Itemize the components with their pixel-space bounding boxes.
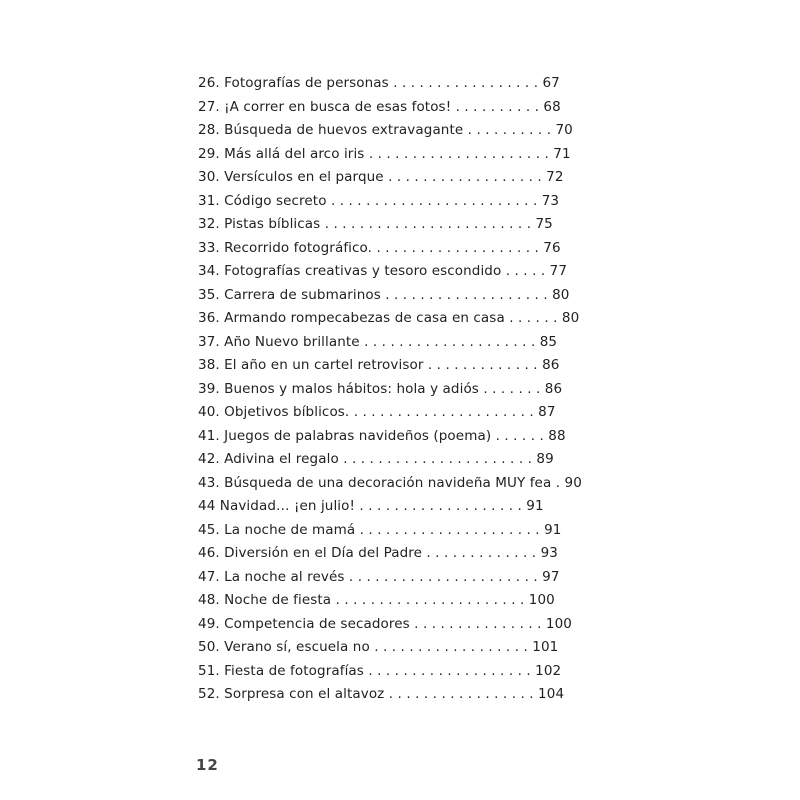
toc-entry-42 xyxy=(198,448,576,472)
toc-entry-text: 38. El año en un cartel retrovisor . . . . . . . . . . . . . 86 xyxy=(198,357,560,373)
toc-entry-48 xyxy=(198,589,576,613)
toc-entry-45 xyxy=(198,519,576,543)
toc-entry-text: 40. Objetivos bíblicos. . . . . . . . . . . . . . . . . . . . . . 87 xyxy=(198,404,556,420)
toc-entry-31 xyxy=(198,190,576,214)
toc-entry-26 xyxy=(198,72,576,96)
toc-entry-text: 33. Recorrido fotográfico. . . . . . . . . . . . . . . . . . . . 76 xyxy=(198,239,561,256)
toc-entry-27 xyxy=(198,96,576,120)
toc-entry-text: 46. Diversión en el Día del Padre . . . . . . . . . . . . . 93 xyxy=(198,545,558,561)
toc-entry-32 xyxy=(198,213,576,237)
toc-entry-29 xyxy=(198,143,576,167)
toc-entry-text: 52. Sorpresa con el altavoz . . . . . . . . . . . . . . . . . 104 xyxy=(198,686,565,702)
toc-entry-text: 36. Armando rompecabezas de casa en casa . . . . . . 80 xyxy=(198,310,580,326)
toc-entry-text: 30. Versículos en el parque . . . . . . . . . . . . . . . . . . 72 xyxy=(198,169,564,185)
toc-entry-text: 42. Adivina el regalo . . . . . . . . . . . . . . . . . . . . . . 89 xyxy=(198,451,554,467)
toc-entry-35 xyxy=(198,284,576,308)
toc-entry-text: 47. La noche al revés . . . . . . . . . . . . . . . . . . . . . . 97 xyxy=(198,568,560,585)
toc-entry-47 xyxy=(198,566,576,590)
toc-entry-text: 50. Verano sí, escuela no . . . . . . . . . . . . . . . . . . 101 xyxy=(198,639,559,655)
toc-entry-33 xyxy=(198,237,576,261)
toc-entry-text: 26. Fotografías de personas . . . . . . . . . . . . . . . . . 67 xyxy=(198,75,560,91)
toc-entry-38 xyxy=(198,354,576,378)
toc-entry-text: 27. ¡A correr en busca de esas fotos! . . . . . . . . . . 68 xyxy=(198,98,561,115)
toc-entry-40 xyxy=(198,401,576,425)
toc-entry-text: 39. Buenos y malos hábitos: hola y adiós . . . . . . . 86 xyxy=(198,380,563,397)
toc-entry-30 xyxy=(198,166,576,190)
toc-entry-50 xyxy=(198,636,576,660)
toc-entry-text: 43. Búsqueda de una decoración navideña MUY fea . 90 xyxy=(198,474,582,491)
toc-entry-text: 28. Búsqueda de huevos extravagante . . . . . . . . . . 70 xyxy=(198,122,573,138)
toc-entry-text: 34. Fotografías creativas y tesoro escondido . . . . . 77 xyxy=(198,263,568,279)
toc-entry-text: 44 Navidad… ¡en julio! . . . . . . . . . . . . . . . . . . . 91 xyxy=(198,498,544,514)
toc-entry-28 xyxy=(198,119,576,143)
toc-entry-text: 51. Fiesta de fotografías . . . . . . . . . . . . . . . . . . . 102 xyxy=(198,662,562,679)
toc-entry-49 xyxy=(198,613,576,637)
toc-entry-43 xyxy=(198,472,582,496)
toc-entry-text: 48. Noche de fiesta . . . . . . . . . . . . . . . . . . . . . . 100 xyxy=(198,592,555,608)
toc-entry-36 xyxy=(198,307,580,331)
toc-entry-text: 35. Carrera de submarinos . . . . . . . . . . . . . . . . . . . 80 xyxy=(198,286,570,303)
toc-entry-37 xyxy=(198,331,576,355)
toc-entry-52 xyxy=(198,683,576,707)
toc-entry-44 xyxy=(198,495,576,519)
toc-entry-text: 49. Competencia de secadores . . . . . . . . . . . . . . . 100 xyxy=(198,615,572,632)
toc-entry-41 xyxy=(198,425,576,449)
toc-entry-text: 37. Año Nuevo brillante . . . . . . . . . . . . . . . . . . . . 85 xyxy=(198,333,558,350)
toc-entry-39 xyxy=(198,378,576,402)
toc-entry-46 xyxy=(198,542,576,566)
toc-entry-text: 31. Código secreto . . . . . . . . . . . . . . . . . . . . . . . . 73 xyxy=(198,192,560,209)
toc-entry-text: 45. La noche de mamá . . . . . . . . . . . . . . . . . . . . . 91 xyxy=(198,521,562,538)
toc-entry-text: 32. Pistas bíblicas . . . . . . . . . . . . . . . . . . . . . . . . 75 xyxy=(198,216,553,232)
toc-entry-34 xyxy=(198,260,576,284)
toc-entry-51 xyxy=(198,660,576,684)
page-number: 12 xyxy=(196,756,219,774)
toc-entry-text: 29. Más allá del arco iris . . . . . . . . . . . . . . . . . . . . . 71 xyxy=(198,145,571,162)
table-of-contents xyxy=(198,72,582,707)
toc-entry-text: 41. Juegos de palabras navideños (poema) . . . . . . 88 xyxy=(198,427,566,444)
